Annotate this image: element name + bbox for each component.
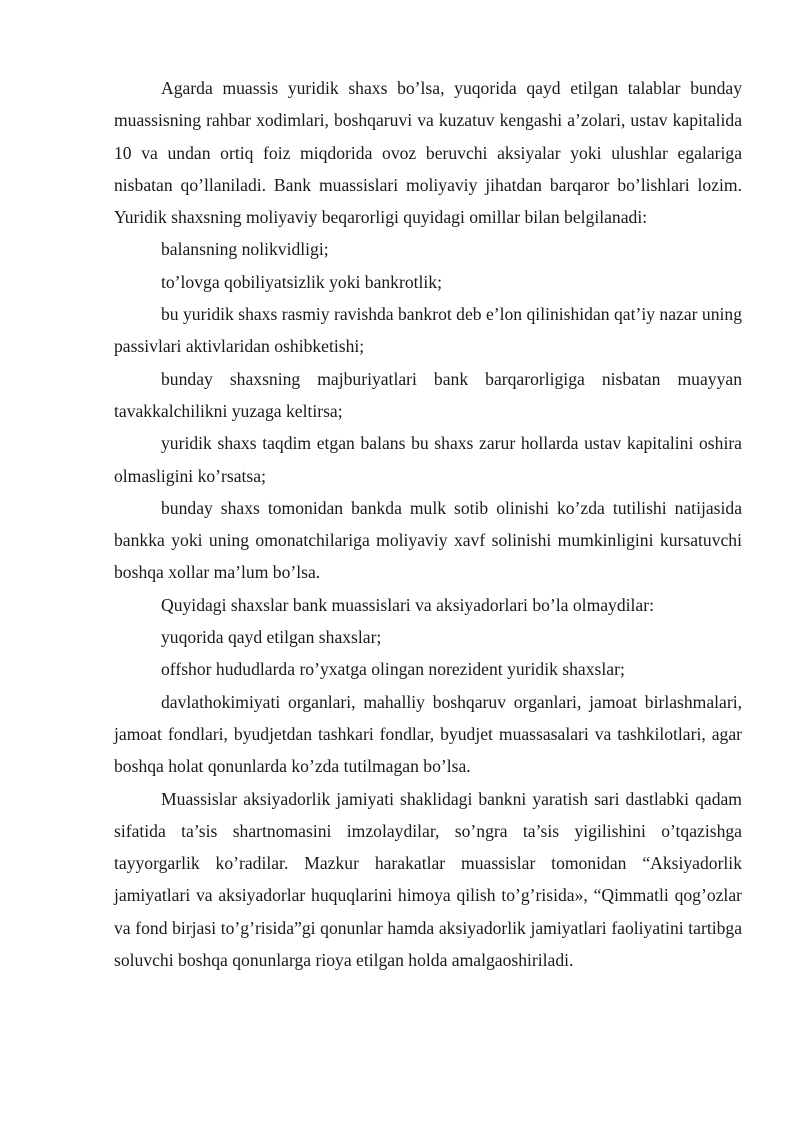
list-item-offshore-nonresidents: offshor hududlarda ro’yxatga olingan norezident yuridik shaxslar; [161, 659, 625, 680]
list-item-liabilities-exceed-assets: bu yuridik shaxs rasmiy ravishda bankrot deb e’lon qilinishidan qat’iy nazar uning passivlari aktivlaridan oshibketishi; [114, 304, 742, 357]
paragraph-founders-procedure: Muassislar aksiyadorlik jamiyati shaklidagi bankni yaratish sari dastlabki qadam sifatida ta’sis shartnomasini imzolaydilar, so’ngra ta’sis yigilishini o’tqazishga tayyorgarlik ko’radilar. Mazkur harakatlar muassislar tomonidan “Aksiyadorlik jamiyatlari va aksiyadorlar huquqlarini himoya qilish to’g’risida», “Qimmatli qog’ozlar va fond birjasi to’g’risida”gi qonunlar hamda aksiyadorlik jamiyatlari faoliyatini tartibga soluvchi boshqa qonunlarga rioya etilgan holda amalgaoshiriladi. [114, 788, 742, 971]
document-body [114, 72, 742, 976]
list-item-state-bodies: davlathokimiyati organlari, mahalliy boshqaruv organlari, jamoat birlashmalari, jamoat fondlari, byudjetdan tashkari fondlar, byudjet muassasalari va tashkilotlari, agar boshqa holat qonunlarda ko’zda tutilmagan bo’lsa. [114, 691, 742, 777]
paragraph-ineligible-intro: Quyidagi shaxslar bank muassislari va aksiyadorlari bo’la olmaydilar: [161, 594, 654, 615]
list-item-obligations-risk: bunday shaxsning majburiyatlari bank barqarorligiga nisbatan muayyan tavakkalchilikni yuzaga keltirsa; [114, 368, 742, 421]
list-item-other-risks: bunday shaxs tomonidan bankda mulk sotib olinishi ko’zda tutilishi natijasida bankka yoki uning omonatchilariga moliyaviy xavf solinishi mumkinligini kursatuvchi boshqa xollar ma’lum bo’lsa. [114, 497, 742, 583]
list-item-balance-illiquidity: balansning nolikvidligi; [161, 239, 329, 260]
list-item-above-persons: yuqorida qayd etilgan shaxslar; [161, 627, 382, 648]
paragraph-intro: Agarda muassis yuridik shaxs bo’lsa, yuqorida qayd etilgan talablar bunday muassisning rahbar xodimlari, boshqaruvi va kuzatuv kengashi a’zolari, ustav kapitalida 10 va undan ortiq foiz miqdorida ovoz beruvchi aksiyalar yoki ulushlar egalariga nisbatan qo’llaniladi. Bank muassislari moliyaviy jihatdan barqaror bo’lishlari lozim. Yuridik shaxsning moliyaviy beqarorligi quyidagi omillar bilan belgilanadi: [114, 78, 742, 228]
list-item-cannot-increase-capital: yuridik shaxs taqdim etgan balans bu shaxs zarur hollarda ustav kapitalini oshira olmasligini ko’rsatsa; [114, 433, 742, 486]
list-item-insolvency: to’lovga qobiliyatsizlik yoki bankrotlik; [161, 271, 442, 292]
